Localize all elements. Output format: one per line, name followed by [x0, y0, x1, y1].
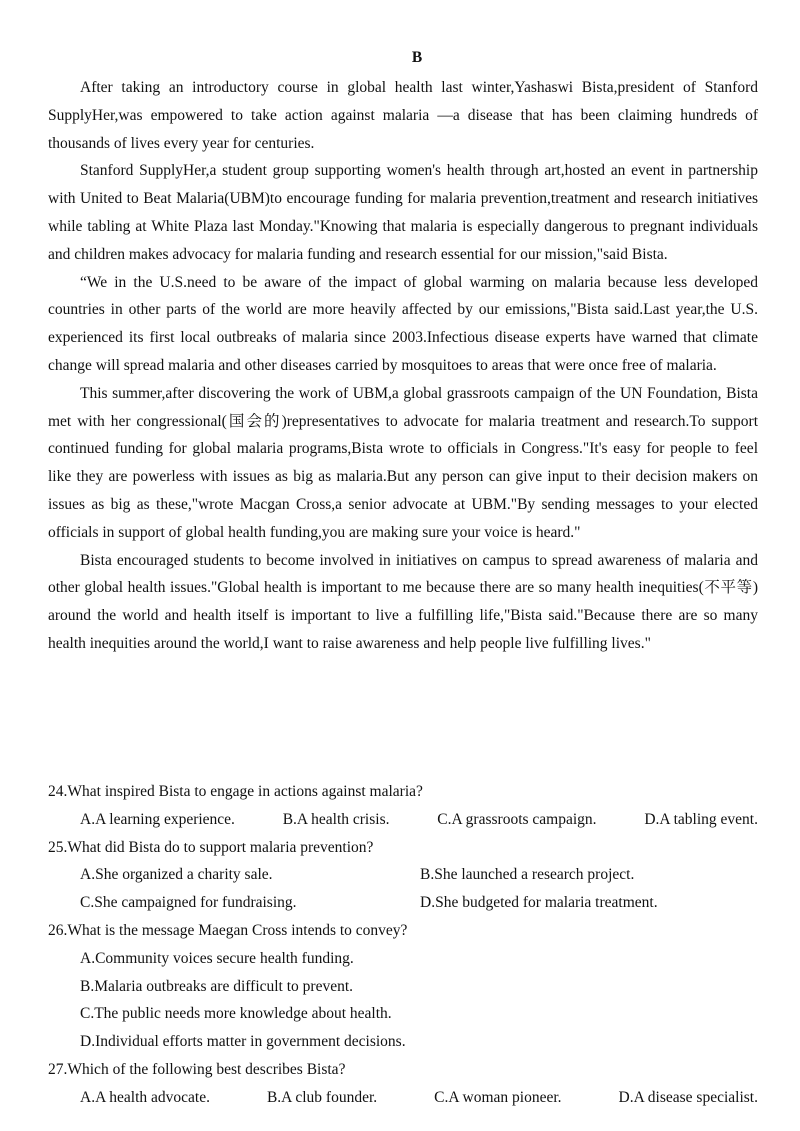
option-b[interactable]: B.Malaria outbreaks are difficult to prevent.	[80, 977, 354, 995]
option-b[interactable]: B.She launched a research project.	[420, 866, 635, 884]
option-a[interactable]: A.A learning experience.	[80, 810, 235, 828]
option-list	[48, 1084, 758, 1112]
option-d[interactable]: D.A tabling event.	[644, 810, 758, 828]
passage-paragraph-3: “We in the U.S.need to be aware of the impact of global warming on malaria because less developed countries in other parts of the world are more heavily affected by our emissions,"Bista said.Last year,the U.S. experienced its first local outbreaks of malaria since 2003.Infectious disease experts have warned that climate change will spread malaria and other diseases carried by mosquitoes to areas that were once free of malaria.	[48, 273, 758, 374]
question-24	[48, 778, 758, 834]
option-a[interactable]: A.A health advocate.	[80, 1088, 210, 1106]
question-list	[48, 778, 758, 1112]
passage-paragraph-1: After taking an introductory course in global health last winter,Yashaswi Bista,president of Stanford SupplyHer,was empowered to take action against malaria —a disease that has been claiming hundreds of thousands of lives every year for centuries.	[48, 79, 758, 152]
section-heading: B	[411, 49, 423, 66]
option-list	[48, 806, 758, 834]
question-stem: 27.Which of the following best describes Bista?	[48, 1060, 346, 1078]
passage-paragraph-5: Bista encouraged students to become involved in initiatives on campus to spread awareness of malaria and other global health issues."Global health is important to me because there are so many health inequities(不平等) around the world and health itself is important to live a fulfilling life,"Bista said."Because there are so many health inequities around the world,I want to raise awareness and help people live fulfilling lives."	[48, 551, 758, 652]
passage-paragraph-2: Stanford SupplyHer,a student group supporting women's health through art,hosted an event in partnership with United to Beat Malaria(UBM)to encourage funding for malaria prevention,treatment and research initiatives while tabling at White Plaza last Monday."Knowing that malaria is especially dangerous to pregnant individuals and children makes advocacy for malaria funding and research essential for our mission,"said Bista.	[48, 162, 758, 263]
question-stem: 25.What did Bista do to support malaria prevention?	[48, 838, 374, 856]
option-c[interactable]: C.The public needs more knowledge about health.	[80, 1005, 392, 1023]
option-c[interactable]: C.A grassroots campaign.	[437, 810, 597, 828]
question-27	[48, 1056, 758, 1112]
option-d[interactable]: D.Individual efforts matter in government decisions.	[80, 1033, 406, 1051]
question-26	[48, 917, 758, 1056]
question-25	[48, 834, 758, 917]
option-d[interactable]: D.A disease specialist.	[618, 1088, 758, 1106]
option-a[interactable]: A.She organized a charity sale.	[80, 866, 273, 884]
option-c[interactable]: C.A woman pioneer.	[434, 1088, 562, 1106]
option-b[interactable]: B.A club founder.	[266, 1088, 378, 1106]
option-list	[48, 945, 758, 1056]
reading-passage	[48, 74, 758, 658]
passage-paragraph-4: This summer,after discovering the work of UBM,a global grassroots campaign of the UN Foundation, Bista met with her congressional(国会的)representatives to advocate for malaria treatment and research.To support continued funding for global malaria programs,Bista wrote to officials in Congress."It's easy for people to feel like they are powerless with issues as big as malaria.But any person can give input to their decision makers on issues as big as these,"wrote Macgan Cross,a senior advocate at UBM."By sending messages to your elected officials in support of global health funding,you are making sure your voice is heard."	[48, 384, 758, 541]
option-b[interactable]: B.A health crisis.	[282, 810, 390, 828]
question-stem: 26.What is the message Maegan Cross intends to convey?	[48, 921, 408, 939]
option-list	[48, 861, 758, 917]
option-c[interactable]: C.She campaigned for fundraising.	[80, 894, 297, 912]
question-stem: 24.What inspired Bista to engage in actions against malaria?	[48, 783, 423, 800]
option-a[interactable]: A.Community voices secure health funding.	[80, 949, 354, 967]
option-d[interactable]: D.She budgeted for malaria treatment.	[420, 894, 658, 912]
